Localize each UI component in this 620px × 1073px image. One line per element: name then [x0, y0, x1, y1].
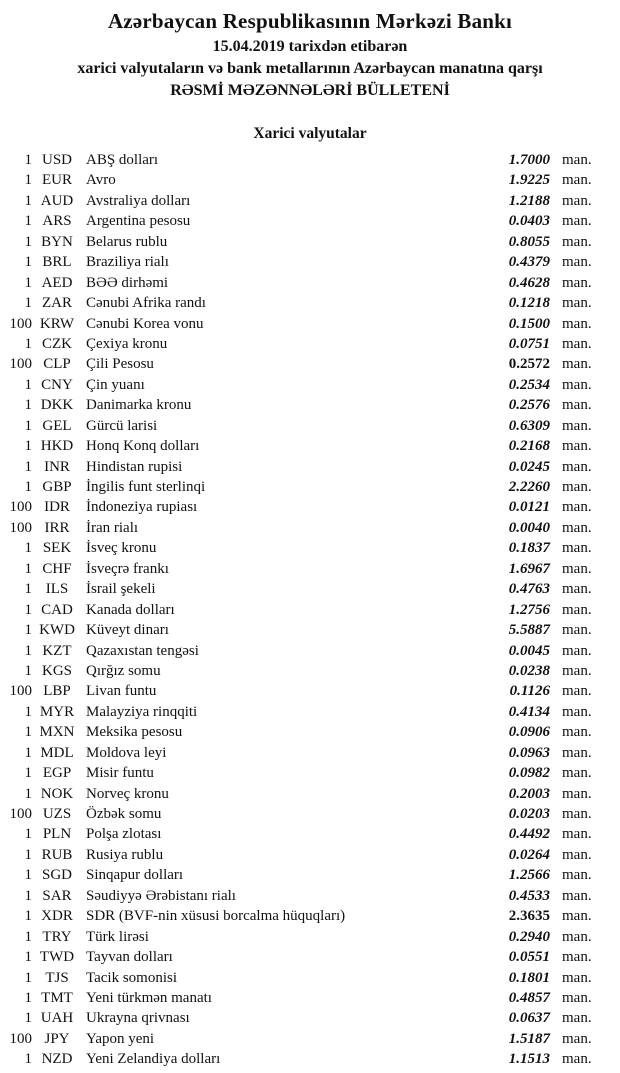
quantity-cell: 1 — [24, 438, 32, 455]
currency-code-cell: TWD — [39, 949, 75, 966]
rate-value-cell: 2.3635 — [508, 908, 550, 925]
currency-name-cell: Malayziya rinqqiti — [86, 703, 198, 720]
rate-value-cell: 0.0751 — [508, 335, 550, 352]
quantity-cell: 1 — [24, 601, 32, 618]
currency-name-cell: Tacik somonisi — [86, 969, 178, 986]
currency-code-cell: ARS — [42, 213, 72, 230]
currency-name-cell: Belarus rublu — [86, 233, 168, 250]
rate-value-cell: 0.0906 — [508, 724, 550, 741]
unit-cell: man. — [562, 703, 592, 720]
quantity-cell: 1 — [24, 540, 32, 557]
currency-name-cell: Özbək somu — [86, 806, 162, 822]
table-row — [0, 1008, 620, 1028]
currency-name-cell: Misir funtu — [86, 765, 154, 782]
currency-name-cell: Ukrayna qrivnası — [86, 1010, 190, 1027]
currency-code-cell: MDL — [40, 744, 74, 761]
rate-value-cell: 1.1513 — [508, 1051, 550, 1068]
unit-cell: man. — [562, 458, 592, 475]
quantity-cell: 1 — [24, 560, 32, 577]
currency-code-cell: PLN — [42, 826, 72, 843]
table-row — [0, 927, 620, 947]
currency-name-cell: SDR (BVF-nin xüsusi borcalma hüquqları) — [86, 908, 346, 925]
rate-value-cell: 0.2572 — [508, 356, 550, 373]
currency-name-cell: Braziliya rialı — [86, 254, 169, 271]
currency-name-cell: Livan funtu — [86, 683, 157, 700]
rate-value-cell: 1.5187 — [508, 1030, 550, 1047]
currency-name-cell: Yeni Zelandiya dolları — [86, 1051, 221, 1068]
currency-code-cell: XDR — [41, 908, 73, 925]
quantity-cell: 100 — [9, 315, 32, 332]
quantity-cell: 1 — [24, 724, 32, 741]
rate-value-cell: 0.2168 — [508, 438, 550, 455]
currency-name-cell: Avstraliya dolları — [86, 192, 191, 209]
currency-code-cell: EGP — [42, 765, 72, 782]
unit-cell: man. — [562, 785, 592, 802]
unit-cell: man. — [562, 274, 592, 291]
quantity-cell: 1 — [24, 765, 32, 782]
table-row — [0, 191, 620, 211]
currency-code-cell: TMT — [41, 989, 73, 1006]
currency-code-cell: TJS — [45, 969, 69, 986]
unit-cell: man. — [562, 806, 592, 822]
table-row — [0, 497, 620, 517]
table-row — [0, 661, 620, 681]
quantity-cell: 1 — [24, 295, 32, 312]
table-row — [0, 702, 620, 722]
rate-value-cell: 0.2534 — [508, 376, 550, 393]
currency-code-cell: HKD — [40, 438, 74, 455]
quantity-cell: 1 — [24, 846, 32, 863]
table-row — [0, 681, 620, 701]
currency-code-cell: MYR — [39, 703, 75, 720]
rate-value-cell: 5.5887 — [508, 622, 550, 639]
quantity-cell: 1 — [24, 969, 32, 986]
table-row — [0, 620, 620, 640]
currency-code-cell: TRY — [42, 928, 72, 945]
quantity-cell: 1 — [24, 581, 32, 598]
currency-code-cell: ZAR — [42, 295, 72, 312]
currency-name-cell: Moldova leyi — [86, 744, 167, 761]
table-row — [0, 824, 620, 844]
rate-value-cell: 0.4628 — [508, 274, 550, 291]
rate-value-cell: 0.4857 — [508, 989, 550, 1006]
rate-value-cell: 1.7000 — [508, 152, 550, 168]
unit-cell: man. — [562, 928, 592, 945]
unit-cell: man. — [562, 397, 592, 414]
currency-name-cell: Çin yuanı — [86, 376, 145, 393]
unit-cell: man. — [562, 315, 592, 332]
quantity-cell: 100 — [9, 519, 32, 536]
bulletin-header — [0, 0, 620, 102]
quantity-cell: 1 — [24, 213, 32, 230]
currency-code-cell: RUB — [41, 846, 73, 863]
currency-code-cell: DKK — [40, 397, 74, 414]
currency-code-cell: CZK — [42, 335, 72, 352]
rate-value-cell: 0.4533 — [508, 887, 550, 904]
bank-title: Azərbaycan Respublikasının Mərkəzi Bankı — [107, 9, 513, 33]
table-row — [0, 170, 620, 190]
rate-value-cell: 0.2003 — [508, 785, 550, 802]
rate-value-cell: 0.1801 — [508, 969, 550, 986]
unit-cell: man. — [562, 949, 592, 966]
currency-name-cell: İsveçrə frankı — [86, 560, 169, 577]
currency-code-cell: KRW — [39, 315, 75, 332]
bulletin-title: RƏSMİ MƏZƏNNƏLƏRİ BÜLLETENİ — [170, 82, 450, 99]
currency-name-cell: Səudiyyə Ərəbistanı rialı — [86, 887, 236, 904]
rate-value-cell: 0.0238 — [508, 662, 550, 679]
rate-value-cell: 0.0963 — [508, 744, 550, 761]
unit-cell: man. — [562, 826, 592, 843]
currency-code-cell: MXN — [39, 724, 75, 741]
currency-name-cell: Küveyt dinarı — [86, 622, 169, 639]
currency-name-cell: Yeni türkmən manatı — [86, 989, 212, 1006]
unit-cell: man. — [562, 683, 592, 700]
table-row — [0, 906, 620, 926]
table-row — [0, 600, 620, 620]
table-row — [0, 314, 620, 334]
quantity-cell: 1 — [24, 1010, 32, 1027]
table-row — [0, 273, 620, 293]
currency-code-cell: UZS — [42, 806, 72, 822]
unit-cell: man. — [562, 969, 592, 986]
quantity-cell: 1 — [24, 949, 32, 966]
unit-cell: man. — [562, 846, 592, 863]
rate-value-cell: 0.0982 — [508, 765, 550, 782]
currency-name-cell: Kanada dolları — [86, 601, 175, 618]
rate-value-cell: 0.1218 — [508, 295, 550, 312]
rate-value-cell: 0.4379 — [508, 254, 550, 271]
table-row — [0, 538, 620, 558]
quantity-cell: 1 — [24, 254, 32, 271]
unit-cell: man. — [562, 1051, 592, 1068]
rate-value-cell: 0.0203 — [508, 806, 550, 822]
table-row — [0, 457, 620, 477]
rate-value-cell: 0.0264 — [508, 846, 550, 863]
currency-name-cell: Tayvan dolları — [86, 949, 173, 966]
unit-cell: man. — [562, 724, 592, 741]
table-row — [0, 579, 620, 599]
unit-cell: man. — [562, 335, 592, 352]
currency-code-cell: EUR — [42, 172, 72, 189]
currency-code-cell: SAR — [42, 887, 72, 904]
rate-value-cell: 0.4763 — [508, 581, 550, 598]
table-row — [0, 845, 620, 865]
currency-name-cell: İsrail şekeli — [86, 581, 156, 598]
currency-code-cell: BRL — [42, 254, 72, 271]
quantity-cell: 1 — [24, 335, 32, 352]
effective-date: 15.04.2019 tarixdən etibarən — [212, 38, 408, 55]
table-row — [0, 1029, 620, 1049]
unit-cell: man. — [562, 438, 592, 455]
table-row — [0, 354, 620, 374]
rate-value-cell: 0.0245 — [508, 458, 550, 475]
table-row — [0, 722, 620, 742]
currency-name-cell: Sinqapur dolları — [86, 867, 184, 884]
unit-cell: man. — [562, 581, 592, 598]
currency-name-cell: Meksika pesosu — [86, 724, 183, 741]
rate-value-cell: 2.2260 — [508, 479, 550, 495]
currency-code-cell: UAH — [40, 1010, 74, 1027]
currency-code-cell: AED — [41, 274, 73, 291]
table-row — [0, 804, 620, 824]
unit-cell: man. — [562, 887, 592, 904]
table-row — [0, 518, 620, 538]
currency-name-cell: Yapon yeni — [86, 1030, 155, 1047]
table-row — [0, 395, 620, 415]
currency-code-cell: SEK — [42, 540, 72, 557]
table-row — [0, 436, 620, 456]
rate-value-cell: 0.1126 — [509, 683, 550, 700]
rate-value-cell: 0.0045 — [508, 642, 550, 659]
table-row — [0, 743, 620, 763]
currency-name-cell: ABŞ dolları — [86, 152, 159, 168]
currency-code-cell: KWD — [39, 622, 75, 639]
table-row — [0, 252, 620, 272]
rate-value-cell: 0.0637 — [508, 1010, 550, 1027]
unit-cell: man. — [562, 867, 592, 884]
rate-value-cell: 1.2566 — [508, 867, 550, 884]
currency-code-cell: IRR — [44, 519, 70, 536]
currency-name-cell: İngilis funt sterlinqi — [86, 479, 206, 495]
quantity-cell: 1 — [24, 192, 32, 209]
quantity-cell: 100 — [9, 683, 32, 700]
unit-cell: man. — [562, 622, 592, 639]
unit-cell: man. — [562, 479, 592, 495]
table-row — [0, 211, 620, 231]
unit-cell: man. — [562, 192, 592, 209]
unit-cell: man. — [562, 376, 592, 393]
currency-code-cell: GBP — [42, 479, 72, 495]
table-row — [0, 375, 620, 395]
currency-code-cell: GEL — [42, 417, 72, 434]
currency-name-cell: Danimarka kronu — [86, 397, 192, 414]
unit-cell: man. — [562, 295, 592, 312]
unit-cell: man. — [562, 540, 592, 557]
table-row — [0, 150, 620, 170]
quantity-cell: 1 — [24, 785, 32, 802]
rate-value-cell: 0.8055 — [508, 233, 550, 250]
unit-cell: man. — [562, 254, 592, 271]
currency-name-cell: Hindistan rupisi — [86, 458, 183, 475]
table-row — [0, 968, 620, 988]
unit-cell: man. — [562, 1010, 592, 1027]
quantity-cell: 1 — [24, 642, 32, 659]
table-row — [0, 784, 620, 804]
currency-code-cell: IDR — [44, 499, 70, 516]
quantity-cell: 1 — [24, 989, 32, 1006]
currency-code-cell: NOK — [40, 785, 74, 802]
currency-code-cell: ILS — [45, 581, 69, 598]
quantity-cell: 1 — [24, 662, 32, 679]
currency-code-cell: CAD — [41, 601, 73, 618]
currency-code-cell: BYN — [41, 233, 73, 250]
bulletin-subtitle: xarici valyutaların və bank metallarının Azərbaycan manatına qarşı — [77, 60, 543, 77]
quantity-cell: 100 — [9, 499, 32, 516]
currency-name-cell: Qazaxıstan tengəsi — [86, 642, 199, 659]
currency-name-cell: Çili Pesosu — [86, 356, 154, 373]
currency-name-cell: Çexiya kronu — [86, 335, 168, 352]
rate-value-cell: 0.0403 — [508, 213, 550, 230]
quantity-cell: 1 — [24, 417, 32, 434]
currency-code-cell: JPY — [44, 1030, 70, 1047]
rate-value-cell: 0.2576 — [508, 397, 550, 414]
table-row — [0, 559, 620, 579]
currency-name-cell: Rusiya rublu — [86, 846, 164, 863]
table-row — [0, 232, 620, 252]
rate-value-cell: 1.2188 — [508, 192, 550, 209]
quantity-cell: 1 — [24, 274, 32, 291]
currency-name-cell: Türk lirəsi — [86, 928, 149, 945]
quantity-cell: 1 — [24, 376, 32, 393]
table-row — [0, 763, 620, 783]
quantity-cell: 1 — [24, 908, 32, 925]
quantity-cell: 1 — [24, 233, 32, 250]
unit-cell: man. — [562, 233, 592, 250]
unit-cell: man. — [562, 519, 592, 536]
quantity-cell: 1 — [24, 867, 32, 884]
table-row — [0, 886, 620, 906]
unit-cell: man. — [562, 417, 592, 434]
rate-value-cell: 0.1837 — [508, 540, 550, 557]
currency-name-cell: Gürcü larisi — [86, 417, 158, 434]
quantity-cell: 1 — [24, 458, 32, 475]
currency-name-cell: Polşa zlotası — [86, 826, 162, 843]
unit-cell: man. — [562, 1030, 592, 1047]
unit-cell: man. — [562, 356, 592, 373]
quantity-cell: 1 — [24, 172, 32, 189]
quantity-cell: 1 — [24, 1051, 32, 1068]
currency-code-cell: NZD — [41, 1051, 73, 1068]
rate-value-cell: 0.1500 — [508, 315, 550, 332]
currency-name-cell: Argentina pesosu — [86, 213, 191, 230]
currency-code-cell: INR — [44, 458, 70, 475]
table-row — [0, 293, 620, 313]
quantity-cell: 1 — [24, 887, 32, 904]
unit-cell: man. — [562, 765, 592, 782]
unit-cell: man. — [562, 744, 592, 761]
quantity-cell: 1 — [24, 397, 32, 414]
currency-name-cell: Qırğız somu — [86, 662, 161, 679]
quantity-cell: 1 — [24, 622, 32, 639]
currency-code-cell: KZT — [42, 642, 72, 659]
quantity-cell: 1 — [24, 152, 32, 168]
table-row — [0, 988, 620, 1008]
unit-cell: man. — [562, 908, 592, 925]
unit-cell: man. — [562, 172, 592, 189]
currency-name-cell: Cənubi Korea vonu — [86, 315, 204, 332]
currency-name-cell: İran rialı — [86, 519, 139, 536]
rate-value-cell: 0.0551 — [508, 949, 550, 966]
rate-value-cell: 1.6967 — [508, 560, 550, 577]
quantity-cell: 100 — [9, 356, 32, 373]
currency-name-cell: Honq Konq dolları — [86, 438, 200, 455]
quantity-cell: 1 — [24, 744, 32, 761]
unit-cell: man. — [562, 152, 592, 168]
quantity-cell: 1 — [24, 928, 32, 945]
rates-table — [0, 150, 620, 1070]
rate-value-cell: 0.0040 — [508, 519, 550, 536]
unit-cell: man. — [562, 499, 592, 516]
rate-value-cell: 0.4492 — [508, 826, 550, 843]
table-row — [0, 947, 620, 967]
unit-cell: man. — [562, 213, 592, 230]
quantity-cell: 100 — [9, 1030, 32, 1047]
table-row — [0, 865, 620, 885]
currency-code-cell: CNY — [41, 376, 73, 393]
unit-cell: man. — [562, 662, 592, 679]
currency-name-cell: Cənubi Afrika randı — [86, 295, 206, 312]
unit-cell: man. — [562, 601, 592, 618]
section-title: Xarici valyutalar — [253, 125, 367, 142]
currency-code-cell: KGS — [41, 662, 72, 679]
currency-name-cell: Avro — [86, 172, 116, 189]
rate-value-cell: 0.0121 — [508, 499, 550, 516]
rate-value-cell: 0.6309 — [508, 417, 550, 434]
table-row — [0, 416, 620, 436]
currency-name-cell: Norveç kronu — [86, 785, 169, 802]
currency-code-cell: LBP — [43, 683, 71, 700]
table-row — [0, 477, 620, 497]
rate-value-cell: 1.2756 — [508, 601, 550, 618]
table-row — [0, 334, 620, 354]
currency-code-cell: CLP — [43, 356, 71, 373]
rate-value-cell: 0.2940 — [508, 928, 550, 945]
currency-name-cell: BƏƏ dirhəmi — [86, 274, 169, 291]
currency-code-cell: AUD — [40, 192, 74, 209]
quantity-cell: 1 — [24, 703, 32, 720]
quantity-cell: 1 — [24, 479, 32, 495]
rate-value-cell: 1.9225 — [508, 172, 550, 189]
unit-cell: man. — [562, 642, 592, 659]
table-row — [0, 641, 620, 661]
currency-code-cell: CHF — [42, 560, 72, 577]
rate-value-cell: 0.4134 — [508, 703, 550, 720]
currency-name-cell: İsveç kronu — [86, 540, 157, 557]
unit-cell: man. — [562, 560, 592, 577]
table-row — [0, 1049, 620, 1069]
currency-code-cell: USD — [41, 152, 72, 168]
currency-code-cell: SGD — [41, 867, 72, 884]
currency-name-cell: İndoneziya rupiası — [86, 499, 198, 516]
unit-cell: man. — [562, 989, 592, 1006]
quantity-cell: 1 — [24, 826, 32, 843]
quantity-cell: 100 — [9, 806, 32, 822]
